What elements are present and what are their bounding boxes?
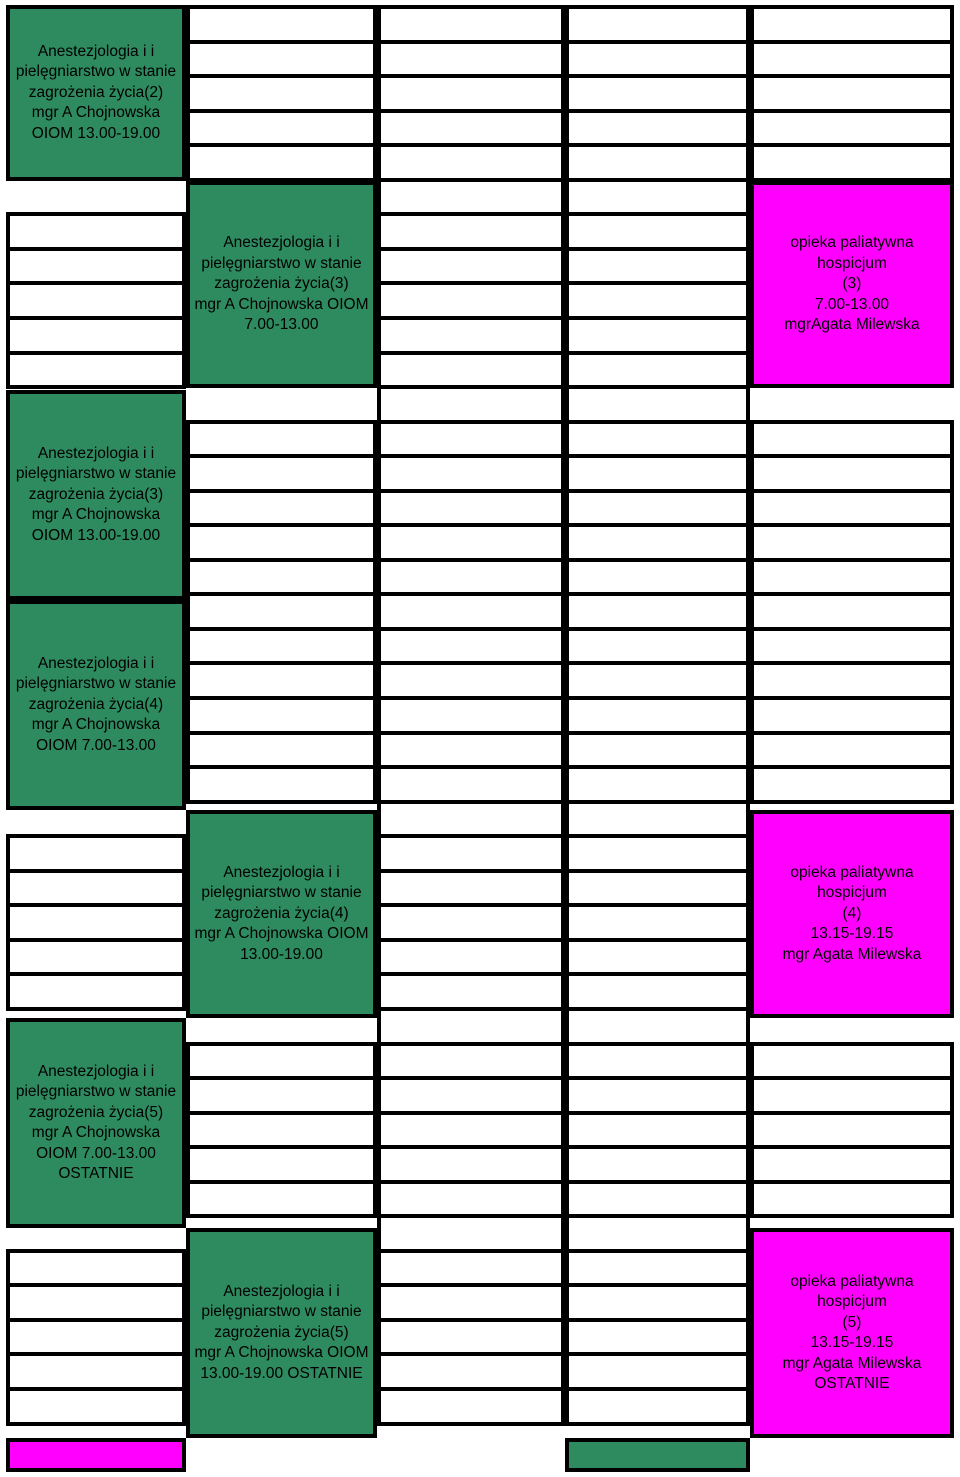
grid-cell: [377, 351, 565, 389]
grid-cell: [6, 1352, 186, 1391]
grid-cell: [565, 143, 750, 182]
grid-cell: [565, 109, 750, 147]
grid-cell: [750, 454, 954, 493]
grid-cell: [377, 1145, 565, 1184]
grid-cell: [750, 627, 954, 665]
grid-cell: [565, 489, 750, 527]
grid-cell: [565, 1249, 750, 1287]
grid-cell: [565, 1007, 750, 1046]
grid-cell: [377, 74, 565, 113]
grid-cell: [565, 351, 750, 389]
grid-cell: [186, 1111, 377, 1149]
grid-cell: [186, 5, 377, 44]
grid-cell: [186, 765, 377, 804]
grid-cell: [750, 420, 954, 458]
class-block-text: Anestezjologia i i pielęgniarstwo w stanie zagrożenia życia(3) mgr A Chojnowska OIOM 7.00-13.00: [194, 234, 369, 334]
grid-cell: [750, 765, 954, 804]
grid-cell: [565, 1111, 750, 1149]
grid-cell: [565, 523, 750, 562]
grid-cell: [6, 1318, 186, 1356]
grid-cell: [6, 212, 186, 251]
class-block-text: Anestezjologia i i pielęgniarstwo w stanie zagrożenia życia(2) mgr A Chojnowska OIOM 13.00-19.00: [15, 42, 177, 142]
grid-cell: [186, 40, 377, 78]
grid-cell: [565, 5, 750, 44]
grid-cell: [186, 627, 377, 665]
grid-cell: [377, 627, 565, 665]
grid-cell: [565, 627, 750, 665]
grid-cell: [565, 972, 750, 1011]
grid-cell: [186, 74, 377, 113]
grid-cell: [377, 972, 565, 1011]
grid-cell: [377, 800, 565, 838]
grid-cell: [750, 731, 954, 769]
grid-cell: [750, 74, 954, 113]
grid-cell: [377, 1180, 565, 1218]
grid-cell: [565, 1387, 750, 1426]
grid-cell: [565, 661, 750, 700]
grid-cell: [565, 1145, 750, 1184]
grid-cell: [377, 109, 565, 147]
class-block-text: opieka paliatywna hospicjum (5) 13.15-19.15 mgr Agata Milewska OSTATNIE: [782, 1272, 922, 1392]
grid-cell: [377, 558, 565, 596]
grid-cell: [6, 351, 186, 389]
grid-cell: [6, 1283, 186, 1322]
grid-cell: [377, 281, 565, 320]
grid-cell: [565, 869, 750, 907]
grid-cell: [750, 1145, 954, 1184]
grid-cell: [186, 143, 377, 182]
grid-cell: [186, 1076, 377, 1115]
class-block-opieka-paliatywna-5: [750, 1228, 954, 1438]
grid-cell: [750, 696, 954, 735]
class-block-text: Anestezjologia i i pielęgniarstwo w stanie zagrożenia życia(4) mgr A Chojnowska OIOM 7.00-13.00: [15, 654, 177, 754]
grid-cell: [377, 765, 565, 804]
grid-cell: [186, 661, 377, 700]
class-block-opieka-paliatywna-4: [750, 810, 954, 1018]
grid-cell: [6, 903, 186, 942]
grid-cell: [565, 1352, 750, 1391]
grid-cell: [186, 489, 377, 527]
grid-cell: [6, 316, 186, 355]
grid-cell: [750, 661, 954, 700]
grid-cell: [565, 316, 750, 355]
grid-cell: [186, 731, 377, 769]
grid-cell: [186, 558, 377, 596]
grid-cell: [565, 385, 750, 424]
grid-cell: [565, 834, 750, 873]
grid-cell: [186, 696, 377, 735]
grid-cell: [750, 143, 954, 182]
grid-cell: [377, 489, 565, 527]
grid-cell: [186, 1145, 377, 1184]
grid-cell: [750, 523, 954, 562]
class-block-text: Anestezjologia i i pielęgniarstwo w stanie zagrożenia życia(3) mgr A Chojnowska OIOM 13.00-19.00: [15, 444, 177, 544]
grid-cell: [750, 592, 954, 631]
grid-cell: [377, 834, 565, 873]
class-block-opieka-paliatywna-3: [750, 181, 954, 388]
grid-cell: [377, 1318, 565, 1356]
grid-cell: [186, 523, 377, 562]
class-block-anestezjologia-5-pm: [186, 1228, 377, 1438]
grid-cell: [750, 40, 954, 78]
grid-cell: [565, 40, 750, 78]
grid-cell: [377, 1111, 565, 1149]
legend-swatch-green: [565, 1438, 750, 1472]
grid-cell: [6, 1249, 186, 1287]
grid-cell: [565, 1283, 750, 1322]
grid-cell: [565, 178, 750, 216]
grid-cell: [6, 1387, 186, 1426]
grid-cell: [565, 903, 750, 942]
grid-cell: [750, 489, 954, 527]
grid-cell: [565, 696, 750, 735]
grid-cell: [565, 1042, 750, 1080]
grid-cell: [6, 938, 186, 976]
grid-cell: [6, 869, 186, 907]
grid-cell: [377, 1042, 565, 1080]
grid-cell: [186, 1042, 377, 1080]
grid-cell: [565, 765, 750, 804]
grid-cell: [186, 1180, 377, 1218]
grid-cell: [186, 592, 377, 631]
grid-cell: [565, 592, 750, 631]
grid-cell: [377, 903, 565, 942]
grid-cell: [565, 800, 750, 838]
grid-cell: [565, 558, 750, 596]
class-block-anestezjologia-4-pm: [186, 810, 377, 1018]
grid-cell: [377, 1007, 565, 1046]
class-block-anestezjologia-3-am: [186, 181, 377, 388]
class-block-text: Anestezjologia i i pielęgniarstwo w stanie zagrożenia życia(5) mgr A Chojnowska OIOM 7.00-13.00 OSTATNIE: [15, 1062, 177, 1182]
grid-cell: [6, 281, 186, 320]
grid-cell: [377, 1076, 565, 1115]
class-block-text: opieka paliatywna hospicjum (3) 7.00-13.00 mgrAgata Milewska: [784, 234, 920, 334]
grid-cell: [750, 558, 954, 596]
grid-cell: [377, 5, 565, 44]
grid-cell: [565, 247, 750, 285]
grid-cell: [186, 454, 377, 493]
grid-cell: [186, 109, 377, 147]
grid-cell: [565, 420, 750, 458]
grid-cell: [377, 385, 565, 424]
grid-cell: [377, 212, 565, 251]
class-block-anestezjologia-5-am: [6, 1018, 186, 1228]
grid-cell: [377, 1249, 565, 1287]
grid-cell: [750, 1042, 954, 1080]
class-block-text: Anestezjologia i i pielęgniarstwo w stanie zagrożenia życia(4) mgr A Chojnowska OIOM 13.00-19.00: [194, 863, 369, 963]
grid-cell: [186, 420, 377, 458]
grid-cell: [565, 74, 750, 113]
grid-cell: [565, 731, 750, 769]
grid-cell: [750, 5, 954, 44]
grid-cell: [377, 143, 565, 182]
grid-cell: [565, 1180, 750, 1218]
grid-cell: [750, 109, 954, 147]
grid-cell: [377, 178, 565, 216]
legend-swatch-magenta: [6, 1438, 186, 1472]
grid-cell: [377, 454, 565, 493]
grid-cell: [6, 972, 186, 1011]
grid-cell: [377, 869, 565, 907]
grid-cell: [377, 696, 565, 735]
grid-cell: [377, 592, 565, 631]
grid-cell: [377, 1387, 565, 1426]
grid-cell: [377, 523, 565, 562]
grid-cell: [377, 420, 565, 458]
grid-cell: [377, 316, 565, 355]
grid-cell: [377, 40, 565, 78]
class-block-anestezjologia-4-am: [6, 600, 186, 810]
grid-cell: [750, 1111, 954, 1149]
grid-cell: [6, 834, 186, 873]
grid-cell: [565, 1318, 750, 1356]
grid-cell: [565, 212, 750, 251]
grid-cell: [750, 1076, 954, 1115]
grid-cell: [377, 247, 565, 285]
grid-cell: [6, 247, 186, 285]
grid-cell: [565, 1076, 750, 1115]
grid-cell: [377, 938, 565, 976]
grid-cell: [565, 281, 750, 320]
class-block-text: opieka paliatywna hospicjum (4) 13.15-19.15 mgr Agata Milewska: [782, 863, 922, 963]
class-block-anestezjologia-3-pm: [6, 390, 186, 600]
grid-cell: [565, 454, 750, 493]
grid-cell: [377, 1352, 565, 1391]
grid-cell: [565, 938, 750, 976]
grid-cell: [377, 661, 565, 700]
class-block-text: Anestezjologia i i pielęgniarstwo w stanie zagrożenia życia(5) mgr A Chojnowska OIOM 13.00-19.00 OSTATNIE: [194, 1282, 369, 1382]
grid-cell: [377, 1214, 565, 1253]
grid-cell: [750, 1180, 954, 1218]
grid-cell: [377, 1283, 565, 1322]
grid-cell: [377, 731, 565, 769]
grid-cell: [565, 1214, 750, 1253]
class-block-anestezjologia-2: [6, 5, 186, 181]
